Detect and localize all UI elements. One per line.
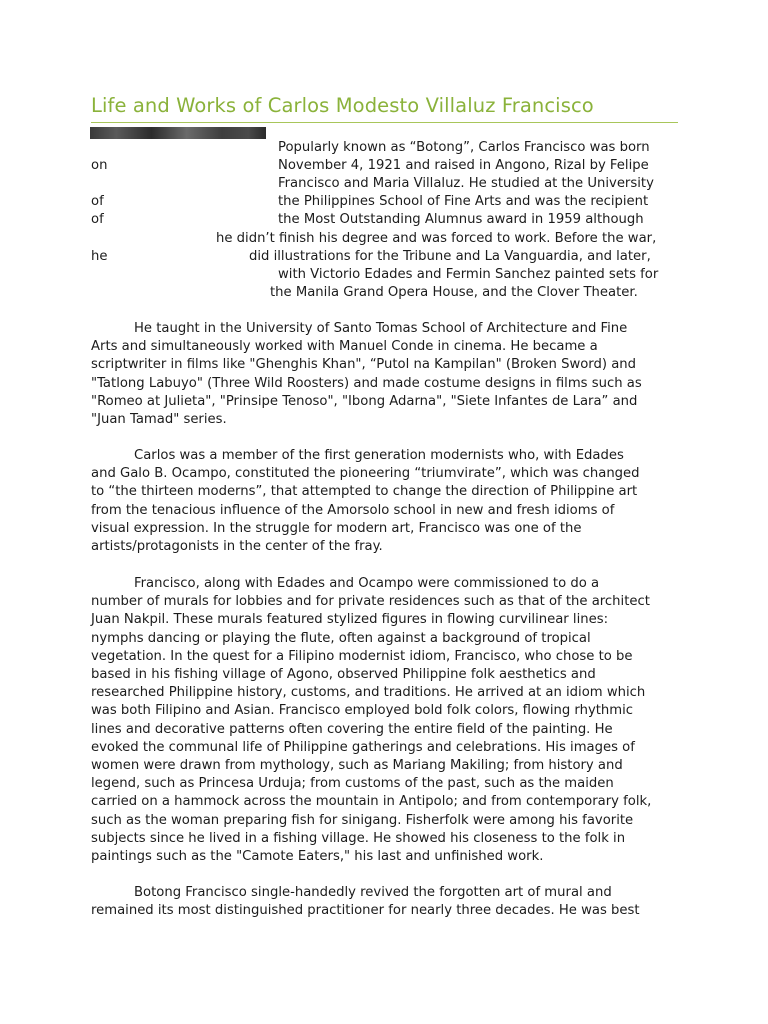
text-line: researched Philippine history, customs, and traditions. He arrived at an idiom which bbox=[91, 685, 646, 701]
text-line: based in his fishing village of Agono, observed Philippine folk aesthetics and bbox=[91, 667, 596, 683]
text-line: scriptwriter in films like "Ghenghis Khan", “Putol na Kampilan" (Broken Sword) and bbox=[91, 357, 636, 373]
text-line: Francisco, along with Edades and Ocampo were commissioned to do a bbox=[134, 576, 600, 591]
intro-line: the Most Outstanding Alumnus award in 1959 although bbox=[278, 212, 644, 227]
intro-left-word: of bbox=[91, 194, 104, 209]
text-line: Juan Nakpil. These murals featured stylized figures in flowing curvilinear lines: bbox=[91, 612, 609, 628]
text-line: to “the thirteen moderns”, that attempted to change the direction of Philippine art bbox=[91, 484, 638, 500]
text-line: legend, such as Princesa Urduja; from customs of the past, such as the maiden bbox=[91, 776, 614, 792]
text-line: number of murals for lobbies and for private residences such as that of the architect bbox=[91, 594, 650, 610]
title-underline bbox=[91, 122, 678, 123]
text-line: subjects since he lived in a fishing village. He showed his closeness to the folk in bbox=[91, 830, 626, 846]
intro-line: Francisco and Maria Villaluz. He studied at the University bbox=[278, 176, 654, 191]
text-line: Carlos was a member of the first generation modernists who, with Edades bbox=[134, 448, 624, 463]
portrait-photo bbox=[90, 127, 266, 139]
text-line: carried on a hammock across the mountain in Antipolo; and from contemporary folk, bbox=[91, 794, 652, 810]
intro-line: November 4, 1921 and raised in Angono, Rizal by Felipe bbox=[278, 158, 649, 173]
text-line: evoked the communal life of Philippine gatherings and celebrations. His images of bbox=[91, 739, 635, 755]
text-line: artists/protagonists in the center of the fray. bbox=[91, 539, 383, 555]
text-line: and Galo B. Ocampo, constituted the pioneering “triumvirate”, which was changed bbox=[91, 466, 640, 482]
text-line: He taught in the University of Santo Tomas School of Architecture and Fine bbox=[134, 321, 628, 336]
text-line: women were drawn from mythology, such as Mariang Makiling; from history and bbox=[91, 758, 623, 774]
paragraph-cinema bbox=[91, 320, 681, 429]
paragraph-revival bbox=[91, 884, 681, 920]
intro-line: the Manila Grand Opera House, and the Clover Theater. bbox=[270, 285, 638, 300]
text-line: was both Filipino and Asian. Francisco employed bold folk colors, flowing rhythmic bbox=[91, 703, 634, 719]
text-line: nymphs dancing or playing the flute, often against a background of tropical bbox=[91, 630, 591, 646]
intro-line: with Victorio Edades and Fermin Sanchez painted sets for bbox=[278, 267, 659, 282]
text-line: Botong Francisco single-handedly revived the forgotten art of mural and bbox=[134, 885, 612, 900]
text-line: "Romeo at Julieta", "Prinsipe Tenoso", "Ibong Adarna", "Siete Infantes de Lara” and bbox=[91, 393, 638, 409]
intro-left-word: he bbox=[91, 249, 108, 264]
text-line: lines and decorative patterns often covering the entire field of the painting. He bbox=[91, 721, 613, 737]
paragraph-murals bbox=[91, 575, 681, 866]
intro-line: Popularly known as “Botong”, Carlos Francisco was born bbox=[278, 140, 650, 155]
intro-line: did illustrations for the Tribune and La Vanguardia, and later, bbox=[249, 249, 651, 264]
text-line: Arts and simultaneously worked with Manuel Conde in cinema. He became a bbox=[91, 339, 598, 355]
text-line: remained its most distinguished practitioner for nearly three decades. He was best bbox=[91, 903, 640, 919]
text-line: "Tatlong Labuyo" (Three Wild Roosters) and made costume designs in films such as bbox=[91, 375, 642, 391]
paragraph-modernists bbox=[91, 447, 681, 556]
text-line: such as the woman preparing fish for sinigang. Fisherfolk were among his favorite bbox=[91, 812, 634, 828]
text-line: vegetation. In the quest for a Filipino modernist idiom, Francisco, who chose to be bbox=[91, 648, 633, 664]
text-line: visual expression. In the struggle for modern art, Francisco was one of the bbox=[91, 520, 582, 536]
intro-left-word: on bbox=[91, 158, 108, 173]
intro-line: the Philippines School of Fine Arts and was the recipient bbox=[278, 194, 649, 209]
document-title: Life and Works of Carlos Modesto Villaluz Francisco bbox=[91, 94, 594, 117]
intro-line: he didn’t finish his degree and was forced to work. Before the war, bbox=[216, 231, 657, 246]
intro-left-word: of bbox=[91, 212, 104, 227]
text-line: from the tenacious influence of the Amorsolo school in new and fresh idioms of bbox=[91, 502, 615, 518]
text-line: paintings such as the "Camote Eaters," his last and unfinished work. bbox=[91, 849, 544, 865]
text-line: "Juan Tamad" series. bbox=[91, 412, 227, 428]
